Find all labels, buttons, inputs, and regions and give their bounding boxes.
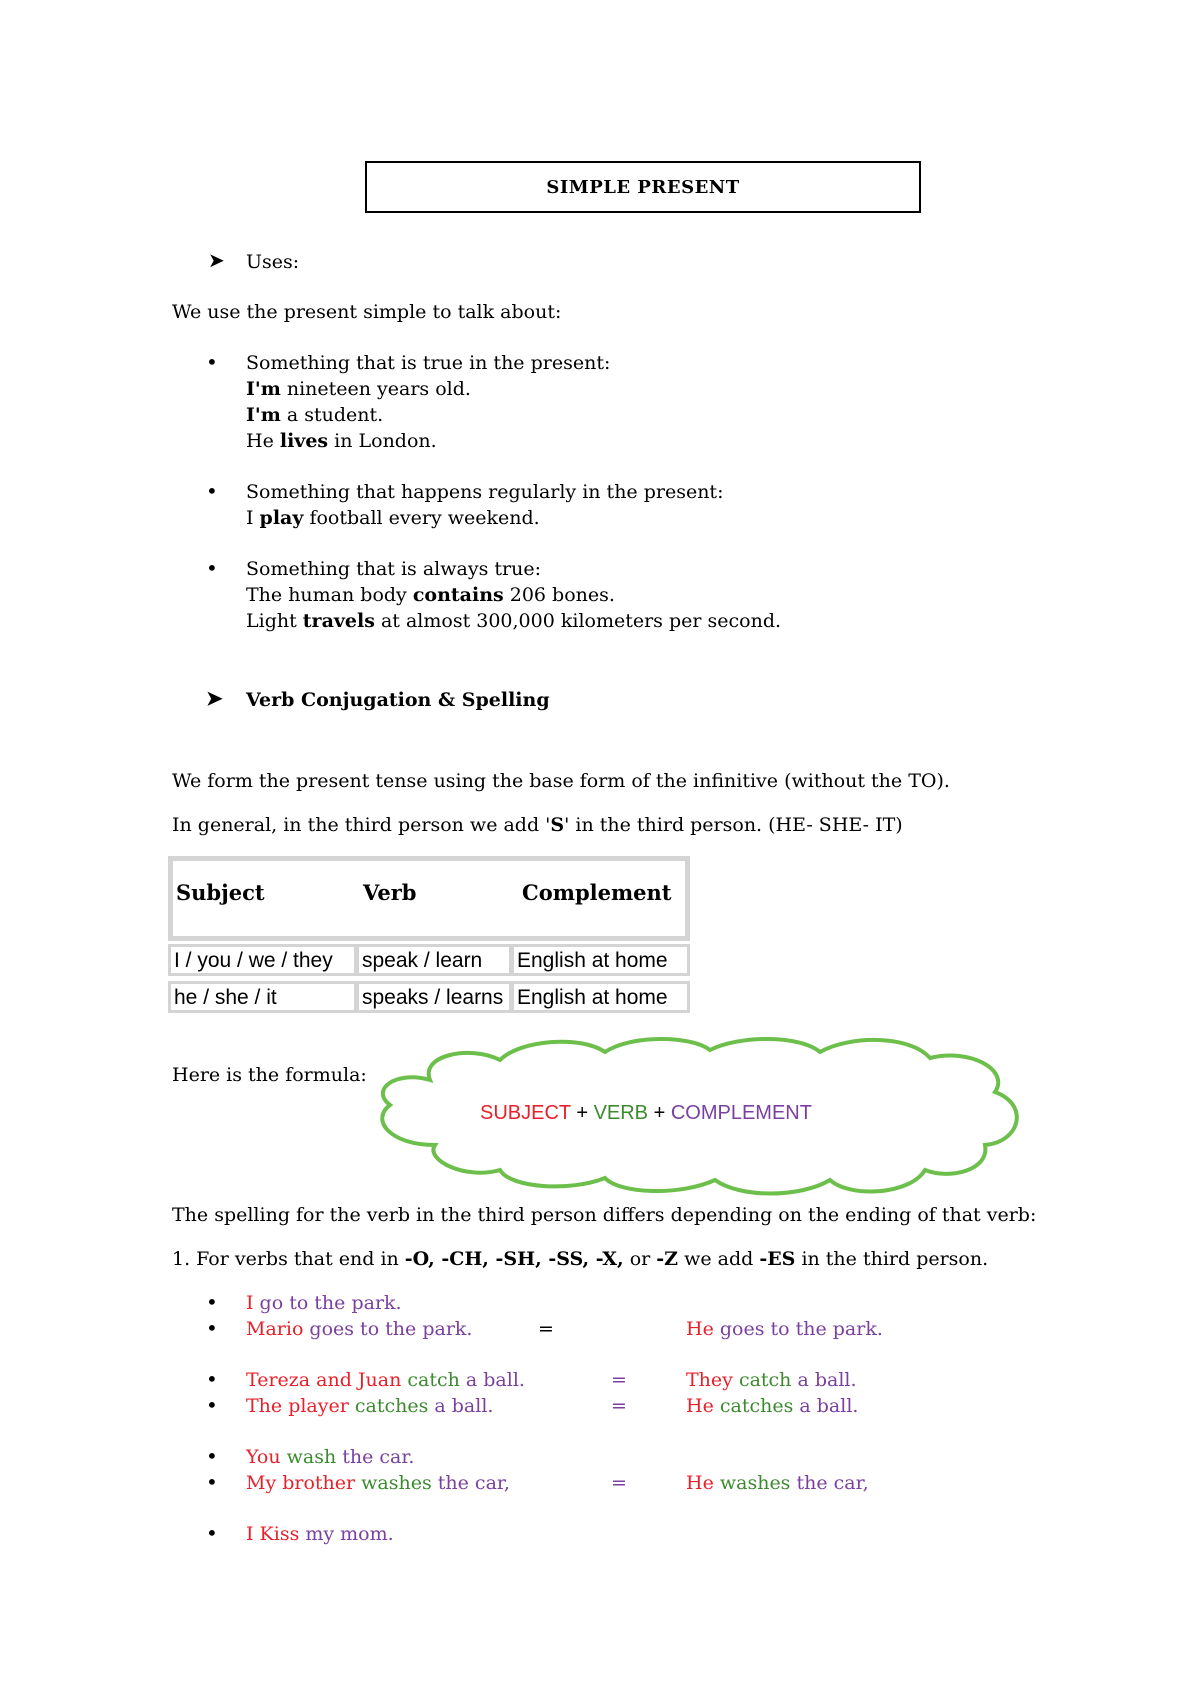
- table-header: Subject: [176, 880, 265, 905]
- use-heading: Something that happens regularly in the present:: [246, 481, 724, 503]
- table-header: Complement: [522, 880, 672, 905]
- bullet-icon: •: [206, 1470, 218, 1494]
- example-left: You wash the car.: [246, 1446, 415, 1468]
- rule-1: 1. For verbs that end in -O, -CH, -SH, -SS, -X, or -Z we add -ES in the third person.: [172, 1248, 989, 1270]
- formula-text: SUBJECT + VERB + COMPLEMENT: [480, 1102, 812, 1124]
- table-cell: I / you / we / they: [168, 944, 357, 976]
- section-heading: Verb Conjugation & Spelling: [246, 689, 550, 711]
- table-cell: speaks / learns: [356, 981, 512, 1013]
- use-example: I'm a student.: [246, 404, 384, 426]
- example-right: He goes to the park.: [686, 1318, 883, 1340]
- use-example: Light travels at almost 300,000 kilometers per second.: [246, 610, 782, 632]
- table-header: Verb: [363, 880, 417, 905]
- example-right: He catches a ball.: [686, 1395, 859, 1417]
- page-title: SIMPLE PRESENT: [365, 161, 921, 213]
- bullet-icon: •: [206, 350, 218, 374]
- spelling-intro: The spelling for the verb in the third person differs depending on the ending of that verb:: [172, 1204, 1037, 1226]
- equals-sign: =: [611, 1472, 627, 1494]
- equals-sign: =: [611, 1395, 627, 1417]
- arrow-bullet-icon: ➤: [208, 248, 225, 272]
- use-example: He lives in London.: [246, 430, 437, 452]
- bullet-icon: •: [206, 1316, 218, 1340]
- use-example: I'm nineteen years old.: [246, 378, 471, 400]
- arrow-bullet-icon: ➤: [206, 686, 223, 710]
- use-heading: Something that is always true:: [246, 558, 541, 580]
- example-left: My brother washes the car,: [246, 1472, 510, 1494]
- formula-label: Here is the formula:: [172, 1064, 367, 1086]
- form-sentence: We form the present tense using the base form of the infinitive (without the TO).: [172, 770, 950, 792]
- table-cell: English at home: [511, 944, 690, 976]
- use-example: I play football every weekend.: [246, 507, 540, 529]
- example-left: The player catches a ball.: [246, 1395, 494, 1417]
- table-cell: he / she / it: [168, 981, 357, 1013]
- bullet-icon: •: [206, 1393, 218, 1417]
- example-left: I Kiss my mom.: [246, 1523, 394, 1545]
- table-cell: speak / learn: [356, 944, 512, 976]
- uses-heading: Uses:: [246, 251, 300, 273]
- general-sentence: In general, in the third person we add 'S' in the third person. (HE- SHE- IT): [172, 814, 903, 836]
- equals-sign: =: [538, 1318, 554, 1340]
- equals-sign: =: [611, 1369, 627, 1391]
- use-example: The human body contains 206 bones.: [246, 584, 615, 606]
- example-left: Mario goes to the park.: [246, 1318, 473, 1340]
- example-right: He washes the car,: [686, 1472, 869, 1494]
- example-left: I go to the park.: [246, 1292, 402, 1314]
- bullet-icon: •: [206, 1444, 218, 1468]
- uses-intro: We use the present simple to talk about:: [172, 301, 562, 323]
- table-cell: English at home: [511, 981, 690, 1013]
- example-left: Tereza and Juan catch a ball.: [246, 1369, 525, 1391]
- bullet-icon: •: [206, 1290, 218, 1314]
- use-heading: Something that is true in the present:: [246, 352, 611, 374]
- bullet-icon: •: [206, 1367, 218, 1391]
- bullet-icon: •: [206, 1521, 218, 1545]
- bullet-icon: •: [206, 556, 218, 580]
- bullet-icon: •: [206, 479, 218, 503]
- example-right: They catch a ball.: [686, 1369, 857, 1391]
